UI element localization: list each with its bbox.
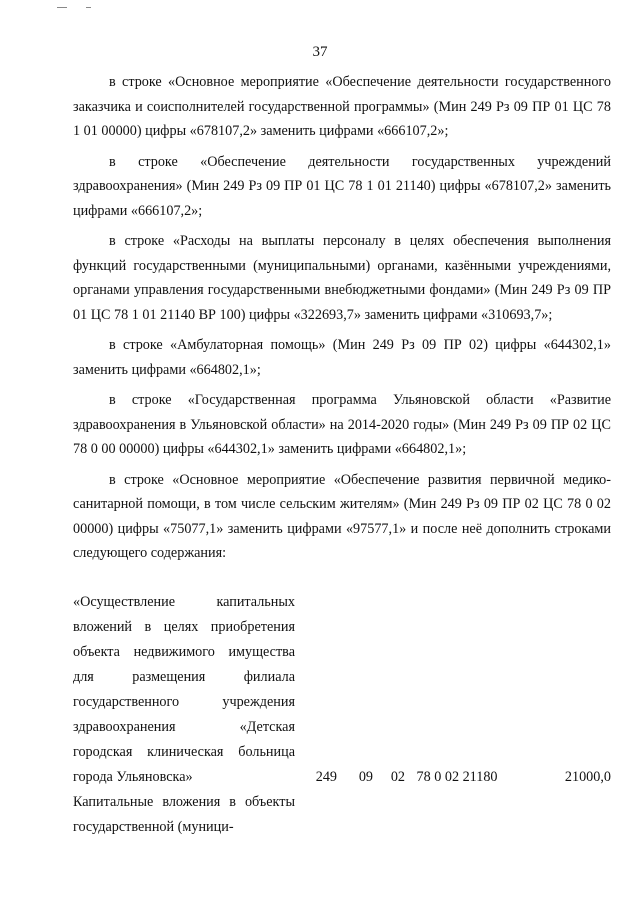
scan-mark bbox=[57, 7, 67, 8]
amendment-paragraph: в строке «Государственная программа Ульяновской области «Развитие здравоохранения в Ульяновской области» на 2014-2020 годы» (Мин 249 Рз 09 ПР 02 ЦС 78 0 00 00000) цифры «644302,1» заменить цифрами «664802,1»; bbox=[73, 392, 611, 457]
amendment-paragraph: в строке «Основное мероприятие «Обеспечение деятельности государственного заказчика и соисполнителей государственной программы» (Мин 249 Рз 09 ПР 01 ЦС 78 1 01 00000) цифры «678107,2» заменить цифрами «666107,2»; bbox=[73, 74, 611, 139]
row-name: «Осуществление капитальных вложений в целях приобретения объекта недвижимого имущества для размещения филиала государственного учреждения здравоохранения «Детская городская клиническая больница города Ульяновска» bbox=[73, 594, 295, 785]
page-number: 37 bbox=[312, 44, 328, 60]
amendment-paragraph: в строке «Расходы на выплаты персоналу в целях обеспечения выполнения функций государственными (муниципальными) органами, казёнными учреждениями, органами управления государственными внебюджетными фондами» (Мин 249 Рз 09 ПР 01 ЦС 78 1 01 21140 ВР 100) цифры «322693,7» заменить цифрами «310693,7»; bbox=[73, 233, 611, 323]
scan-mark bbox=[86, 7, 91, 8]
row-sum: 21000,0 bbox=[564, 769, 611, 785]
amendment-paragraph: в строке «Основное мероприятие «Обеспечение развития первичной медико-санитарной помощи, в том числе сельским жителям» (Мин 249 Рз 09 ПР 02 ЦС 78 0 02 00000) цифры «75077,1» заменить цифрами «97577,1» и после неё дополнить строками следующего содержания: bbox=[73, 471, 611, 561]
document-body bbox=[73, 70, 611, 572]
budget-table bbox=[73, 590, 611, 840]
row-name: Капитальные вложения в объекты государственной (муници- bbox=[73, 794, 295, 835]
amendment-paragraph: в строке «Амбулаторная помощь» (Мин 249 Рз 09 ПР 02) цифры «644302,1» заменить цифрами «664802,1»; bbox=[73, 337, 611, 378]
row-min-code: 249 bbox=[315, 769, 337, 785]
row-cs-code: 78 0 02 21180 bbox=[416, 769, 498, 785]
row-rz-code: 09 bbox=[358, 769, 373, 785]
row-pr-code: 02 bbox=[390, 769, 405, 785]
table-row bbox=[73, 790, 611, 840]
amendment-paragraph: в строке «Обеспечение деятельности государственных учреждений здравоохранения» (Мин 249 Рз 09 ПР 01 ЦС 78 1 01 21140) цифры «678107,2» заменить цифрами «666107,2»; bbox=[73, 153, 611, 219]
table-row bbox=[73, 590, 611, 790]
